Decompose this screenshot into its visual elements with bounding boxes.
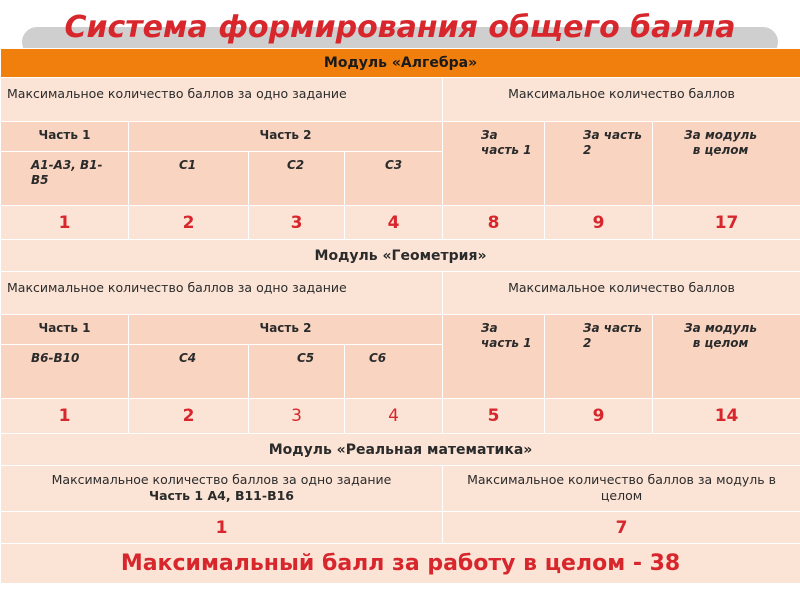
algebra-value: 3	[249, 206, 345, 240]
real-math-header-row	[1, 434, 800, 466]
real-math-max-per-task: Максимальное количество баллов за одно задание	[51, 472, 392, 487]
algebra-part1: Часть 1	[1, 122, 129, 152]
algebra-value: 4	[345, 206, 443, 240]
geometry-desc-row	[1, 272, 800, 315]
real-math-max-module: Максимальное количество баллов за модуль в целом	[443, 466, 800, 512]
page-title: Система формирования общего балла	[64, 10, 736, 45]
algebra-value: 1	[1, 206, 129, 240]
geometry-max-total: Максимальное количество баллов	[443, 272, 800, 315]
algebra-for-module: За модуль в целом	[653, 122, 800, 206]
score-table	[0, 48, 800, 584]
geometry-value: 9	[545, 399, 653, 434]
final-row	[1, 544, 800, 584]
algebra-value: 17	[653, 206, 800, 240]
geometry-value: 3	[249, 399, 345, 434]
algebra-value: 9	[545, 206, 653, 240]
algebra-item-a1-b5: А1-А3, В1-В5	[1, 152, 129, 206]
real-math-max-per-task-cell	[1, 466, 443, 512]
algebra-values-row	[1, 206, 800, 240]
geometry-value: 1	[1, 399, 129, 434]
algebra-value: 2	[129, 206, 249, 240]
algebra-item-c3: С3	[345, 152, 443, 206]
geometry-max-per-task: Максимальное количество баллов за одно задание	[1, 272, 443, 315]
geometry-item-b6-b10: В6-В10	[1, 345, 129, 399]
final-score: Максимальный балл за работу в целом - 38	[1, 544, 800, 584]
algebra-for-part1: За часть 1	[443, 122, 545, 206]
geometry-header-row	[1, 240, 800, 272]
algebra-item-c2: С2	[249, 152, 345, 206]
geometry-module-title: Модуль «Геометрия»	[1, 240, 800, 272]
algebra-module-title: Модуль «Алгебра»	[1, 49, 800, 78]
algebra-max-total: Максимальное количество баллов	[443, 78, 800, 122]
algebra-part2: Часть 2	[129, 122, 443, 152]
geometry-for-part2: За часть 2	[545, 315, 653, 399]
algebra-for-part2: За часть 2	[545, 122, 653, 206]
geometry-part2: Часть 2	[129, 315, 443, 345]
geometry-value: 4	[345, 399, 443, 434]
algebra-item-c1: С1	[129, 152, 249, 206]
geometry-for-module: За модуль в целом	[653, 315, 800, 399]
real-math-value-per-task: 1	[1, 512, 443, 544]
real-math-desc-row	[1, 466, 800, 512]
algebra-value: 8	[443, 206, 545, 240]
algebra-desc-row	[1, 78, 800, 122]
geometry-values-row	[1, 399, 800, 434]
geometry-part1: Часть 1	[1, 315, 129, 345]
geometry-item-c6: С6	[345, 345, 443, 399]
algebra-header-row	[1, 49, 800, 78]
geometry-parts-row	[1, 315, 800, 345]
algebra-parts-row	[1, 122, 800, 152]
geometry-value: 2	[129, 399, 249, 434]
real-math-value-module: 7	[443, 512, 800, 544]
geometry-item-c5: С5	[249, 345, 345, 399]
real-math-module-title: Модуль «Реальная математика»	[1, 434, 800, 466]
geometry-value: 14	[653, 399, 800, 434]
geometry-for-part1: За часть 1	[443, 315, 545, 399]
algebra-max-per-task: Максимальное количество баллов за одно задание	[1, 78, 443, 122]
real-math-values-row	[1, 512, 800, 544]
geometry-value: 5	[443, 399, 545, 434]
geometry-item-c4: С4	[129, 345, 249, 399]
real-math-tasks: Часть 1 А4, В11-В16	[148, 488, 294, 503]
